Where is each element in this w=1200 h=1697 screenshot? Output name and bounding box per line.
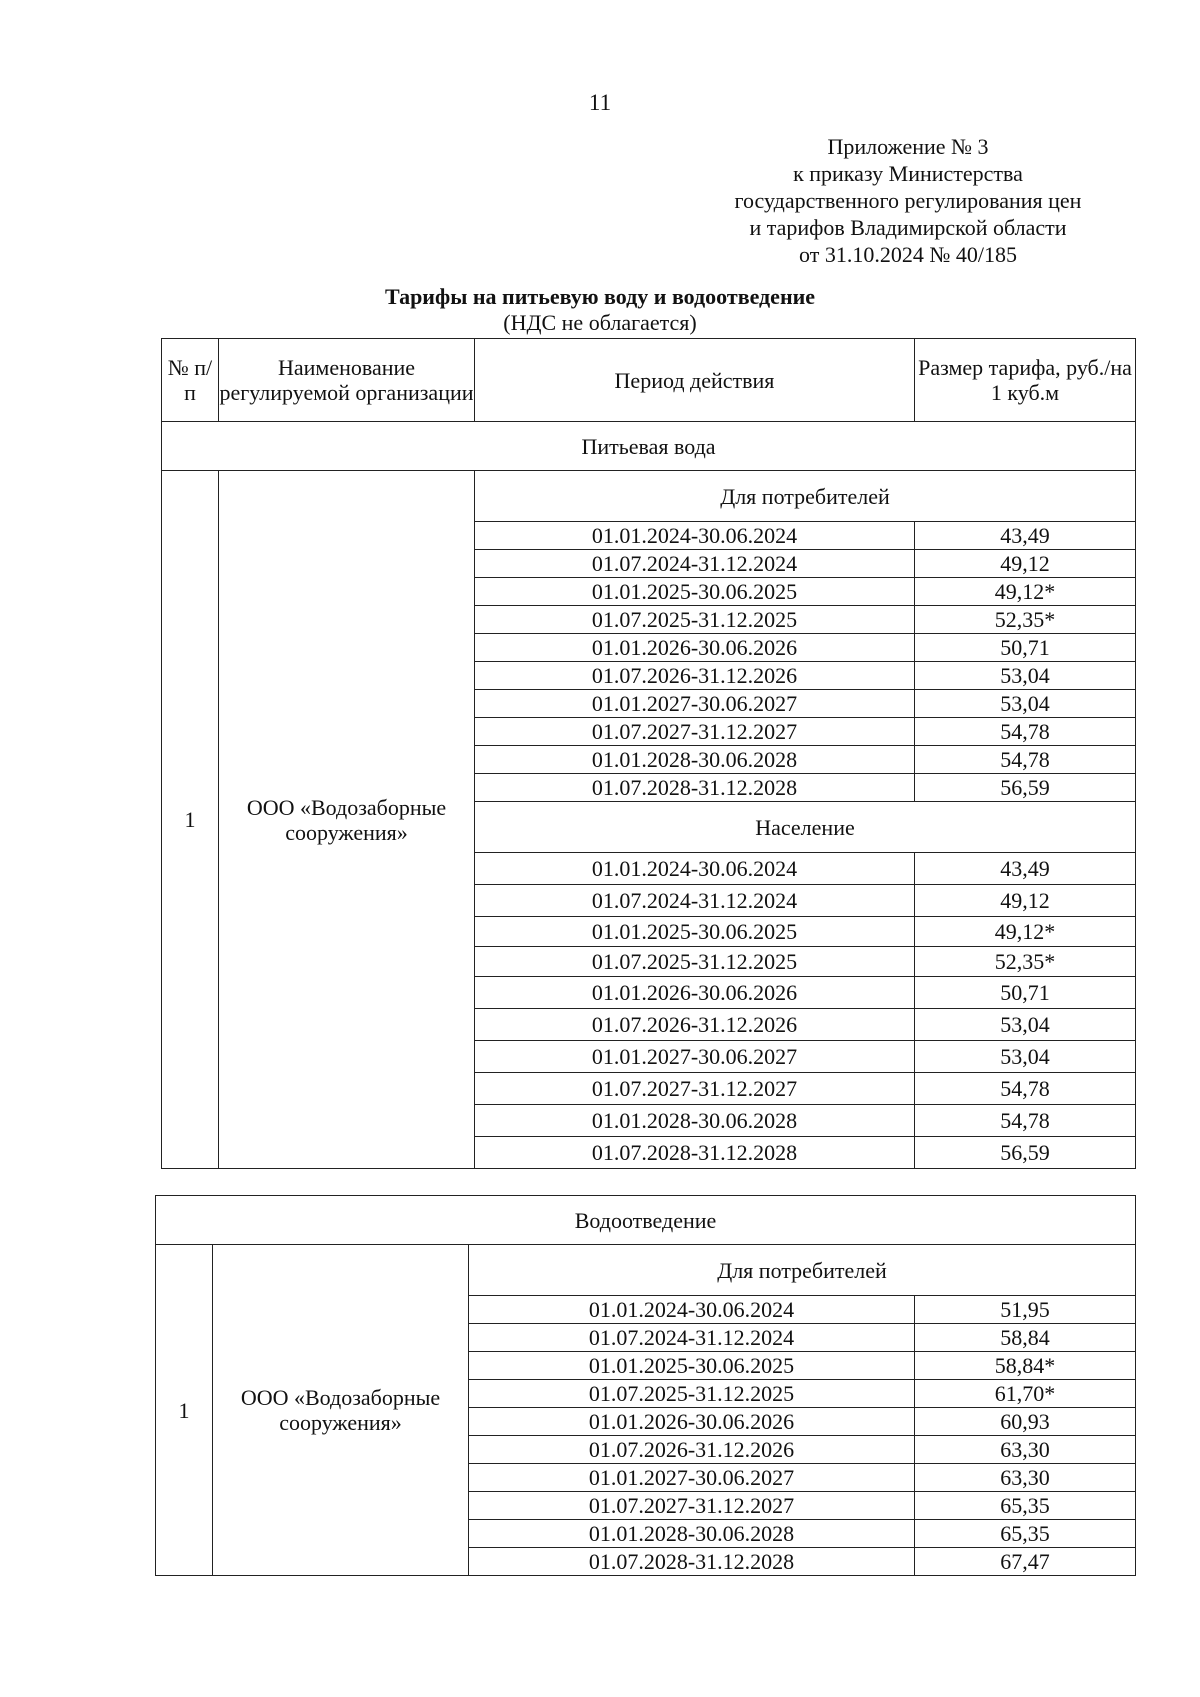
group-title: Население — [475, 802, 1136, 853]
period-cell: 01.01.2026-30.06.2026 — [475, 977, 915, 1009]
tariff-value-cell: 54,78 — [915, 746, 1136, 774]
period-cell: 01.07.2024-31.12.2024 — [475, 885, 915, 917]
tariff-value-cell: 54,78 — [915, 1105, 1136, 1137]
period-cell: 01.07.2025-31.12.2025 — [475, 606, 915, 634]
section-title: Водоотведение — [156, 1196, 1136, 1245]
period-cell: 01.07.2027-31.12.2027 — [475, 1073, 915, 1105]
period-cell: 01.01.2025-30.06.2025 — [469, 1352, 915, 1380]
tariff-value-cell: 49,12 — [915, 550, 1136, 578]
appendix-line: Приложение № 3 — [827, 134, 989, 159]
group-title: Для потребителей — [469, 1245, 1136, 1296]
tariff-table-sewer — [155, 1195, 1136, 1576]
tariff-value-cell: 53,04 — [915, 1009, 1136, 1041]
period-cell: 01.07.2026-31.12.2026 — [469, 1436, 915, 1464]
period-cell: 01.01.2025-30.06.2025 — [475, 578, 915, 606]
period-cell: 01.01.2028-30.06.2028 — [469, 1520, 915, 1548]
appendix-line: к приказу Министерства — [793, 161, 1023, 186]
header-col-num: № п/п — [162, 339, 219, 422]
period-cell: 01.01.2027-30.06.2027 — [475, 1041, 915, 1073]
tariff-table-water — [161, 338, 1136, 1169]
document-subtitle: (НДС не облагается) — [503, 310, 697, 335]
tariff-value-cell: 58,84 — [915, 1324, 1136, 1352]
header-col-org: Наименование регулируемой организации — [219, 339, 475, 422]
period-cell: 01.01.2024-30.06.2024 — [475, 522, 915, 550]
appendix-block — [688, 133, 1128, 268]
header-col-period: Период действия — [475, 339, 915, 422]
group-title-row — [156, 1245, 1136, 1296]
tariff-value-cell: 50,71 — [915, 634, 1136, 662]
section-title-row — [162, 422, 1136, 471]
period-cell: 01.07.2027-31.12.2027 — [469, 1492, 915, 1520]
row-number: 1 — [162, 471, 219, 1169]
tariff-value-cell: 54,78 — [915, 1073, 1136, 1105]
organization-name: ООО «Водозаборные сооружения» — [219, 471, 475, 1169]
tariff-value-cell: 63,30 — [915, 1464, 1136, 1492]
section-title-row — [156, 1196, 1136, 1245]
tariff-value-cell: 49,12* — [915, 917, 1136, 947]
tariff-value-cell: 53,04 — [915, 690, 1136, 718]
tariff-value-cell: 49,12* — [915, 578, 1136, 606]
tariff-value-cell: 51,95 — [915, 1296, 1136, 1324]
tariff-value-cell: 43,49 — [915, 853, 1136, 885]
period-cell: 01.07.2024-31.12.2024 — [469, 1324, 915, 1352]
appendix-line: и тарифов Владимирской области — [749, 215, 1067, 240]
tariff-value-cell: 53,04 — [915, 662, 1136, 690]
organization-name: ООО «Водозаборные сооружения» — [213, 1245, 469, 1576]
tariff-value-cell: 61,70* — [915, 1380, 1136, 1408]
section-title: Питьевая вода — [162, 422, 1136, 471]
tariff-value-cell: 53,04 — [915, 1041, 1136, 1073]
header-col-tariff: Размер тарифа, руб./на 1 куб.м — [915, 339, 1136, 422]
tariff-value-cell: 52,35* — [915, 606, 1136, 634]
period-cell: 01.07.2028-31.12.2028 — [475, 774, 915, 802]
appendix-line: от 31.10.2024 № 40/185 — [799, 242, 1017, 267]
page-number: 11 — [588, 90, 612, 115]
tariff-value-cell: 49,12 — [915, 885, 1136, 917]
tariff-value-cell: 67,47 — [915, 1548, 1136, 1576]
period-cell: 01.01.2027-30.06.2027 — [469, 1464, 915, 1492]
tariff-value-cell: 60,93 — [915, 1408, 1136, 1436]
period-cell: 01.01.2024-30.06.2024 — [469, 1296, 915, 1324]
period-cell: 01.01.2027-30.06.2027 — [475, 690, 915, 718]
period-cell: 01.07.2027-31.12.2027 — [475, 718, 915, 746]
table-header-row — [162, 339, 1136, 422]
tariff-value-cell: 50,71 — [915, 977, 1136, 1009]
group-title: Для потребителей — [475, 471, 1136, 522]
period-cell: 01.01.2026-30.06.2026 — [469, 1408, 915, 1436]
tariff-value-cell: 52,35* — [915, 947, 1136, 977]
period-cell: 01.07.2024-31.12.2024 — [475, 550, 915, 578]
tariff-value-cell: 43,49 — [915, 522, 1136, 550]
period-cell: 01.01.2028-30.06.2028 — [475, 746, 915, 774]
period-cell: 01.01.2026-30.06.2026 — [475, 634, 915, 662]
tariff-value-cell: 65,35 — [915, 1520, 1136, 1548]
period-cell: 01.07.2026-31.12.2026 — [475, 1009, 915, 1041]
period-cell: 01.07.2028-31.12.2028 — [469, 1548, 915, 1576]
period-cell: 01.01.2025-30.06.2025 — [475, 917, 915, 947]
tariff-value-cell: 65,35 — [915, 1492, 1136, 1520]
period-cell: 01.01.2028-30.06.2028 — [475, 1105, 915, 1137]
period-cell: 01.07.2025-31.12.2025 — [475, 947, 915, 977]
tariff-value-cell: 56,59 — [915, 1137, 1136, 1169]
group-title-row — [162, 471, 1136, 522]
tariff-value-cell: 54,78 — [915, 718, 1136, 746]
appendix-line: государственного регулирования цен — [734, 188, 1082, 213]
period-cell: 01.01.2024-30.06.2024 — [475, 853, 915, 885]
period-cell: 01.07.2026-31.12.2026 — [475, 662, 915, 690]
document-title: Тарифы на питьевую воду и водоотведение — [384, 284, 816, 309]
period-cell: 01.07.2028-31.12.2028 — [475, 1137, 915, 1169]
tariff-value-cell: 56,59 — [915, 774, 1136, 802]
tariff-value-cell: 58,84* — [915, 1352, 1136, 1380]
row-number: 1 — [156, 1245, 213, 1576]
period-cell: 01.07.2025-31.12.2025 — [469, 1380, 915, 1408]
tariff-value-cell: 63,30 — [915, 1436, 1136, 1464]
